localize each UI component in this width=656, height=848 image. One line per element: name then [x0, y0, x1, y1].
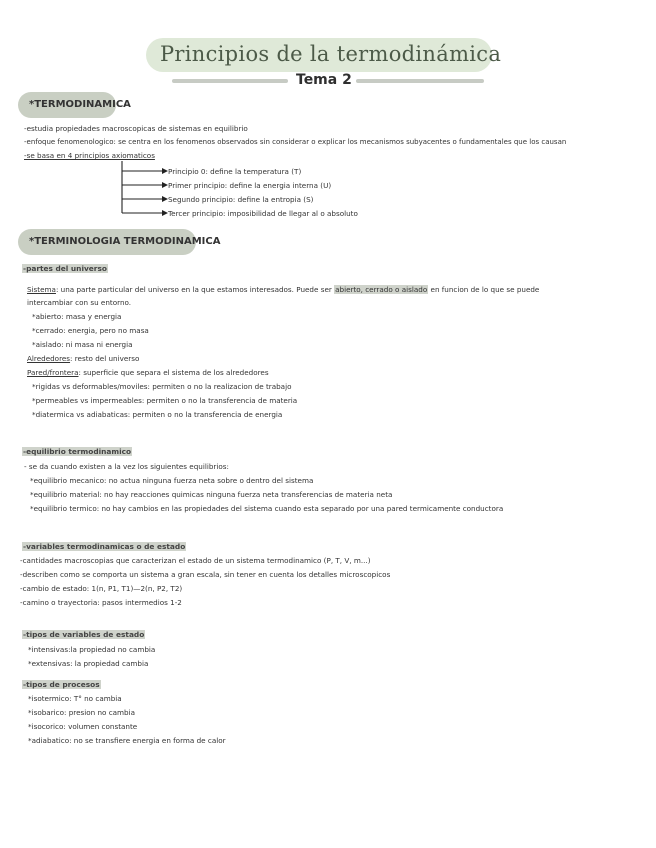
text-line: - se da cuando existen a la vez los siguientes equilibrios:	[24, 462, 229, 471]
pared-definition: Pared/frontera: superficie que separa el sistema de los alrededores	[27, 368, 269, 377]
principle-item: Principio 0: define la temperatura (T)	[168, 167, 302, 176]
text-line: -enfoque fenomenologico: se centra en los fenomenos observados sin considerar o explicar los mecanismos subyacentes o fundamentales que los causan	[24, 138, 567, 146]
principle-item: Primer principio: define la energia interna (U)	[168, 181, 332, 190]
list-item: *isotermico: T° no cambia	[28, 694, 122, 703]
list-item: -describen como se comporta un sistema a gran escala, sin tener en cuenta los detalles microscopicos	[20, 570, 391, 579]
list-item: *equilibrio material: no hay reacciones quimicas ninguna fuerza neta transferencias de materia neta	[30, 490, 393, 499]
principle-item: Tercer principio: imposibilidad de llegar al o absoluto	[168, 209, 358, 218]
list-item: *extensivas: la propiedad cambia	[28, 659, 149, 668]
list-item: *intensivas:la propiedad no cambia	[28, 645, 156, 654]
text-line: intercambiar con su entorno.	[27, 298, 132, 307]
subsection-title: -equilibrio termodinamico	[23, 447, 132, 456]
list-item: -camino o trayectoria: pasos intermedios 1-2	[20, 598, 182, 607]
list-item: -cambio de estado: 1(n, P1, T1)—2(n, P2, T2)	[20, 584, 183, 593]
sistema-definition: Sistema: una parte particular del universo en la que estamos interesados. Puede ser abierto, cerrado o aislado en funcion de lo que se puede	[27, 285, 540, 294]
list-item: *cerrado: energia, pero no masa	[32, 326, 149, 335]
list-item: *equilibrio termico: no hay cambios en las propiedades del sistema cuando esta separado por una pared termicamente conductora	[30, 504, 504, 513]
subsection-title: -variables termodinamicas o de estado	[23, 542, 186, 551]
list-item: *isocorico: volumen constante	[28, 722, 138, 731]
list-item: *adiabatico: no se transfiere energia en forma de calor	[28, 736, 226, 745]
subsection-title: -partes del universo	[23, 264, 107, 273]
section-heading-terminologia: *TERMINOLOGIA TERMODINAMICA	[18, 229, 196, 255]
page-subtitle: Tema 2	[296, 72, 352, 88]
list-item: *permeables vs impermeables: permiten o no la transferencia de materia	[32, 396, 298, 405]
text-line: -estudia propiedades macroscopicas de sistemas en equilibrio	[24, 124, 248, 133]
text-line: -se basa en 4 principios axiomaticos	[24, 151, 155, 160]
list-item: *abierto: masa y energia	[32, 312, 122, 321]
section-heading-termodinamica: *TERMODINAMICA	[18, 92, 116, 118]
list-item: *isobarico: presion no cambia	[28, 708, 136, 717]
page-title: Principios de la termodinámica	[160, 42, 502, 66]
list-item: -cantidades macroscopias que caracterizan el estado de un sistema termodinamico (P, T, V, m...)	[20, 556, 371, 565]
list-item: *rigidas vs deformables/moviles: permiten o no la realizacion de trabajo	[32, 382, 292, 391]
list-item: *equilibrio mecanico: no actua ninguna fuerza neta sobre o dentro del sistema	[30, 476, 314, 485]
subsection-title: -tipos de variables de estado	[23, 630, 145, 639]
alrededores-definition: Alrededores: resto del universo	[27, 354, 140, 363]
principle-item: Segundo principio: define la entropia (S)	[168, 195, 314, 204]
subsection-title: -tipos de procesos	[23, 680, 100, 689]
list-item: *diatermica vs adiabaticas: permiten o no la transferencia de energia	[32, 410, 283, 419]
list-item: *aislado: ni masa ni energia	[32, 340, 133, 349]
